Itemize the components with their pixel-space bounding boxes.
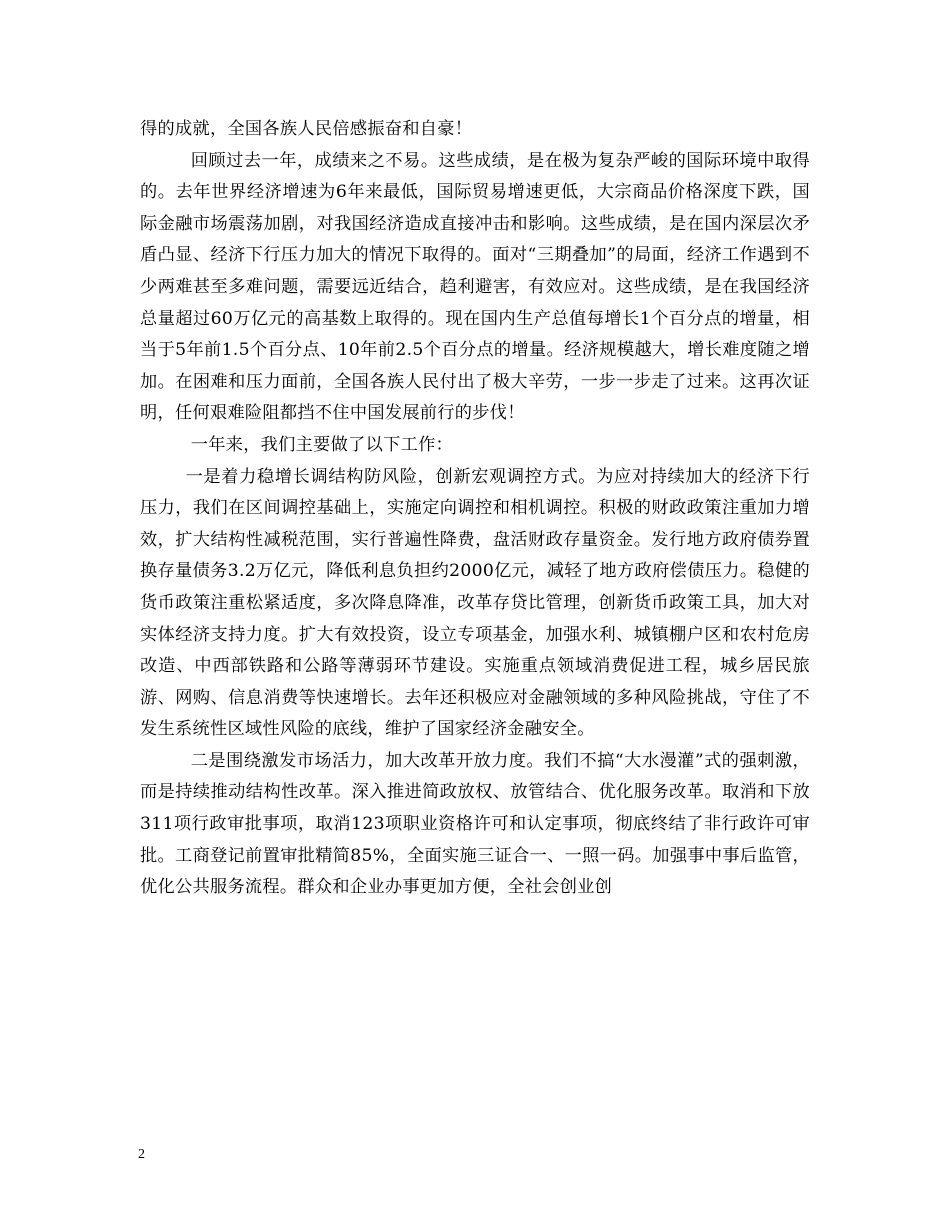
paragraph-reform-opening: 二是围绕激发市场活力，加大改革开放力度。我们不搞“大水漫灌”式的强刺激，而是持续推动结构性改革。深入推进简政放权、放管结合、优化服务改革。取消和下放311项行政审批事项，取消123项职业资格许可和认定事项，彻底终结了非行政许可审批。工商登记前置审批精简85%，全面实施三证合一、一照一码。加强事中事后监管，优化公共服务流程。群众和企业办事更加方便，全社会创业创 [140, 750, 810, 898]
paragraph-work-intro: 一年来，我们主要做了以下工作： [190, 434, 454, 455]
page-number: 2 [138, 1147, 145, 1162]
document-body [140, 114, 810, 904]
paragraph-continuation: 得的成就，全国各族人民倍感振奋和自豪！ [140, 119, 473, 139]
paragraph-macro-control: 一是着力稳增长调结构防风险，创新宏观调控方式。为应对持续加大的经济下行压力，我们在区间调控基础上，实施定向调控和相机调控。积极的财政政策注重加力增效，扩大结构性减税范围，实行普遍性降费，盘活财政存量资金。发行地方政府债券置换存量债务3.2万亿元，降低利息负担约2000亿元，减轻了地方政府偿债压力。稳健的货币政策注重松紧适度，多次降息降准，改革存贷比管理，创新货币政策工具，加大对实体经济支持力度。扩大有效投资，设立专项基金，加强水利、城镇棚户区和农村危房改造、中西部铁路和公路等薄弱环节建设。实施重点领域消费促进工程，城乡居民旅游、网购、信息消费等快速增长。去年还积极应对金融领域的多种风险挑战，守住了不发生系统性区域性风险的底线，维护了国家经济金融安全。 [140, 466, 810, 740]
paragraph-review: 回顾过去一年，成绩来之不易。这些成绩，是在极为复杂严峻的国际环境中取得的。去年世界经济增速为6年来最低，国际贸易增速更低，大宗商品价格深度下跌，国际金融市场震荡加剧，对我国经济造成直接冲击和影响。这些成绩，是在国内深层次矛盾凸显、经济下行压力加大的情况下取得的。面对“三期叠加”的局面，经济工作遇到不少两难甚至多难问题，需要远近结合，趋利避害，有效应对。这些成绩，是在我国经济总量超过60万亿元的高基数上取得的。现在国内生产总值每增长1个百分点的增量，相当于5年前1.5个百分点、10年前2.5个百分点的增量。经济规模越大，增长难度随之增加。在困难和压力面前，全国各族人民付出了极大辛劳，一步一步走了过来。这再次证明，任何艰难险阻都挡不住中国发展前行的步伐！ [140, 150, 810, 424]
